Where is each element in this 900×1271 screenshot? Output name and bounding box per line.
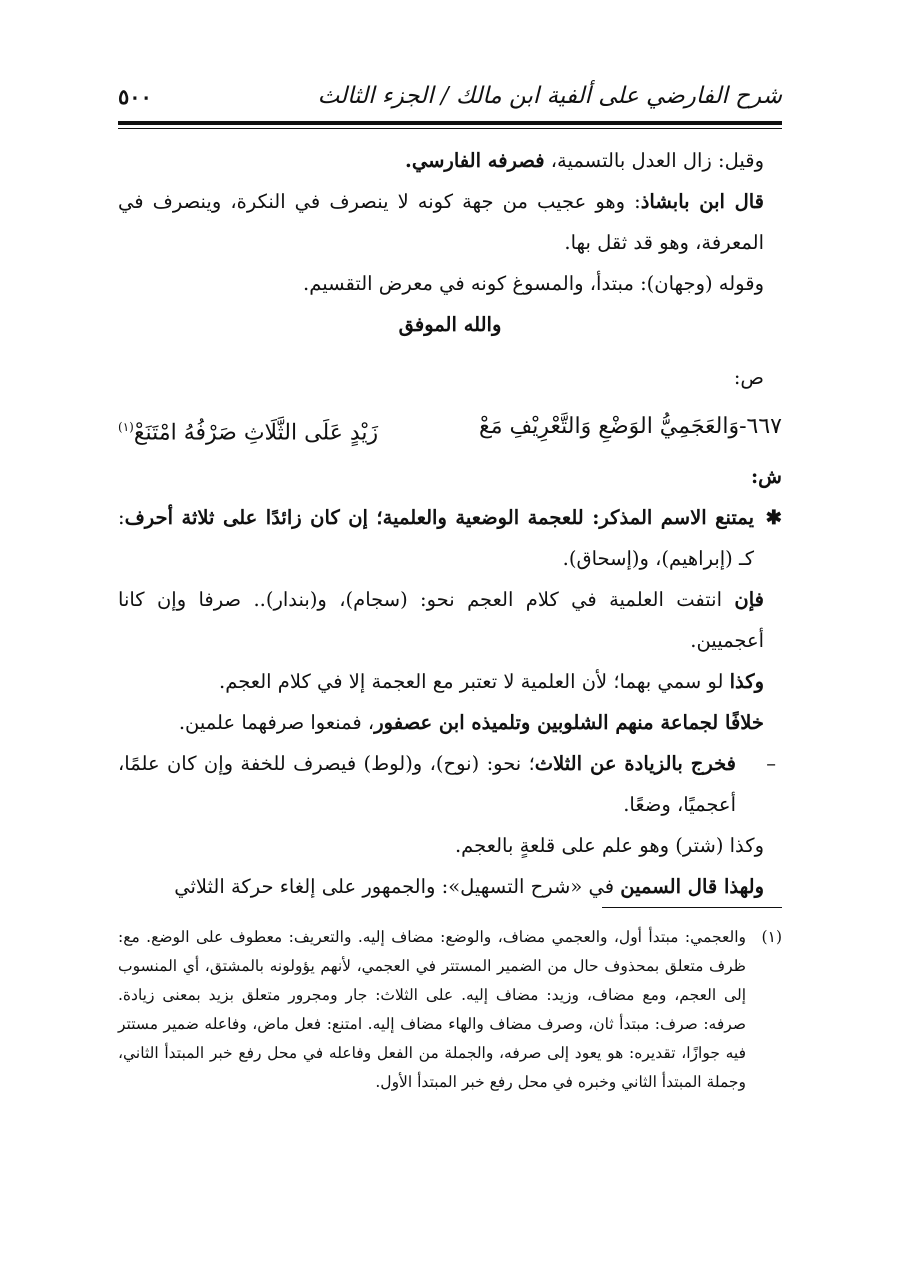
label-sad-text: ص: [733, 366, 764, 389]
dash-rest: ؛ نحو: (نوح)، و(لوط) فيصرف للخفة وإن كان علمًا، أعجميًا، وضعًا. [118, 752, 736, 817]
p8-text: وكذا (شتر) وهو علم على قلعةٍ بالعجم. [454, 834, 764, 858]
asterisk-icon: ✱ [765, 506, 782, 530]
label-shin [118, 456, 782, 497]
p6-bold: وكذا [729, 670, 764, 694]
p7-bold: خلافًا لجماعة منهم الشلوبين وتلميذه ابن عصفور [374, 711, 764, 735]
label-sad [118, 357, 782, 398]
main-text [118, 140, 782, 907]
header-title: شرح الفارضي على ألفية ابن مالك / الجزء الثالث [317, 83, 782, 109]
p9-bold: ولهذا قال السمين [620, 875, 764, 899]
footnote-marker: (١) [118, 420, 134, 434]
dash-icon: – [766, 752, 776, 776]
dash-bold: فخرج بالزيادة عن الثلاث [534, 752, 736, 776]
footnote-number: (١) [761, 928, 782, 946]
p6-rest: لو سمي بهما؛ لأن العلمية لا تعتبر مع العجمة إلا في كلام العجم. [219, 670, 730, 694]
p1-bold: فصرفه الفارسي. [405, 149, 545, 172]
paragraph-3 [118, 263, 782, 304]
bullet-bold: يمتنع الاسم المذكر: للعجمة الوضعية والعلمية؛ إن كان زائدًا على ثلاثة أحرف [124, 506, 754, 530]
paragraph-5 [118, 579, 782, 661]
dash-item [118, 743, 782, 825]
paragraph-8 [118, 825, 782, 866]
p1-lead: وقيل: زال العدل بالتسمية، [544, 149, 764, 172]
verse-line [118, 404, 782, 456]
p5-bold: فإن [734, 588, 764, 612]
p5-rest: انتفت العلمية في كلام العجم نحو: (سجام)، و(بندار).. صرفا وإن كانا أعجميين. [118, 588, 764, 653]
verse-hemistich-2 [118, 404, 378, 456]
verse-hemistich-2-text: زَيْدٍ عَلَى الثَّلَاثِ صَرْفُهُ امْتَنَعْ [133, 420, 379, 446]
paragraph-7 [118, 702, 782, 743]
p9-rest: في «شرح التسهيل»: والجمهور على إلغاء حركة الثلاثي [174, 875, 621, 899]
running-header [118, 72, 782, 120]
footnote [118, 923, 782, 1097]
paragraph-1 [118, 140, 782, 181]
p3-text: وقوله (وجهان): مبتدأ، والمسوغ كونه في معرض التقسيم. [303, 272, 764, 295]
header-rule-thick [118, 121, 782, 125]
footnote-text: والعجمي: مبتدأ أول، والعجمي مضاف، والوضع: مضاف إليه. والتعريف: معطوف على الوضع. مع: ظرف متعلق بمحذوف حال من الضمير المستتر في العجمي، لأنهم يؤولونه بالمشتق، أي المنسوب إلى العجم، ومع مضاف، وزيد: مضاف إليه. على الثلاث: جار ومجرور متعلق بزيد بمعنى زيادة. صرفه: صرف: مبتدأ ثان، وصرف مضاف والهاء مضاف إليه. امتنع: فعل ماض، وفاعله ضمير مستتر فيه جوازًا، تقديره: هو يعود إلى صرفه، والجملة من الفعل وفاعله في محل رفع خبر المبتدأ الثاني، وجملة المبتدأ الثاني وخبره في محل رفع خبر المبتدأ الأول. [118, 928, 746, 1091]
p7-rest: ، فمنعوا صرفهما علمين. [178, 711, 375, 735]
bullet-text [118, 497, 754, 579]
bullet-item [118, 497, 782, 579]
dash-text [118, 743, 736, 825]
closing-phrase-text: والله الموفق [398, 313, 502, 336]
page-number: ٥٠٠ [118, 83, 152, 109]
paragraph-2 [118, 181, 782, 263]
bullet-rest: : كـ (إبراهيم)، و(إسحاق). [118, 506, 754, 571]
label-shin-text: ش: [750, 465, 782, 489]
paragraph-9 [118, 866, 782, 907]
footnote-separator [602, 907, 782, 908]
verse-hemistich-1: ٦٦٧-وَالعَجَمِيُّ الوَضْعِ وَالتَّعْرِيْفِ مَعْ [479, 414, 782, 439]
closing-phrase [118, 304, 782, 345]
p2-bold: قال ابن بابشاذ [640, 190, 765, 213]
header-rule-thin [118, 128, 782, 129]
paragraph-6 [118, 661, 782, 702]
p2-rest: : وهو عجيب من جهة كونه لا ينصرف في النكرة، وينصرف في المعرفة، وهو قد ثقل بها. [118, 190, 764, 254]
